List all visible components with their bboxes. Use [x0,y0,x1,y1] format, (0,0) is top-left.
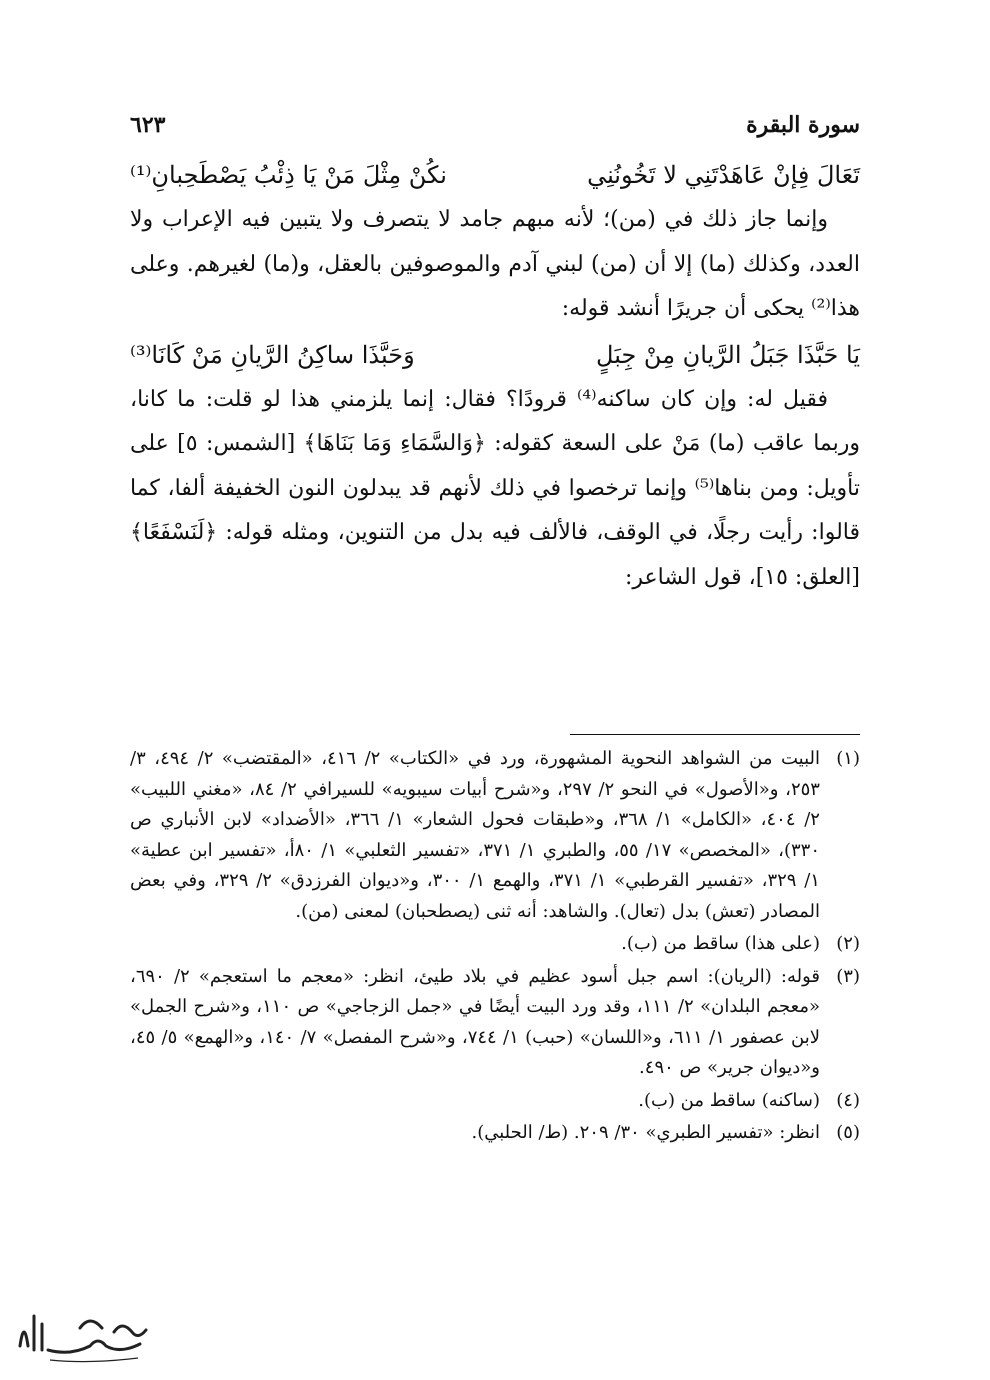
footnote-text: البيت من الشواهد النحوية المشهورة، ورد في «الكتاب» ٢/ ٤١٦، «المقتضب» ٢/ ٤٩٤، ٣/ ٢٥٣، و«الأصول» في النحو ٢/ ٢٩٧، و«شرح أبيات سيبويه» للسيرافي ٢/ ٨٤، «مغني اللبيب» ٢/ ٤٠٤، «الكامل» ١/ ٣٦٨، و«طبقات فحول الشعار» ١/ ٣٦٦، «الأضداد» لابن الأنباري ص ٣٣٠)، «المخصص» ١٧/ ٥٥، والطبري ١/ ٣٧١، «تفسير الثعلبي» ١/ ٨٠أ، «تفسير ابن عطية» ١/ ٣٢٩، «تفسير القرطبي» ١/ ٣٧١، والهمع ١/ ٣٠٠، و«ديوان الفرزدق» ٢/ ٣٢٩، وفي بعض المصادر (تعش) بدل (تعال). والشاهد: أنه ثنى (يصطحبان) لمعنى (من). [130,748,821,922]
footnote-text: (على هذا) ساقط من (ب). [621,933,820,954]
footnote-number: (٥) [836,1122,860,1143]
surah-title: سورة البقرة [746,112,860,138]
footnote-divider [570,734,860,735]
verse-2-hemistich-2: وَحَبَّذَا ساكِنُ الرَّيانِ مَنْ كَانَا⁽³⁾ [130,340,415,369]
footnote-3 [130,962,860,1084]
footnote-text: قوله: (الريان): اسم جبل أسود عظيم في بلاد طيئ، انظر: «معجم ما استعجم» ٢/ ٦٩٠، «معجم البلدان» ٢/ ١١١، وقد ورد البيت أيضًا في «جمل الزجاجي» ص ١١٠، و«شرح الجمل» لابن عصفور ١/ ٦١١، و«اللسان» (حبب) ١/ ٧٤٤، و«شرح المفصل» ٧/ ١٤٠، و«الهمع» ٥/ ٤٥، و«ديوان جرير» ص ٤٩٠. [130,965,820,1078]
verse-1-hemistich-2: نكُنْ مِثْلَ مَنْ يَا ذِئْبُ يَصْطَحِبانِ⁽¹⁾ [130,161,447,189]
footnote-text: (ساكنه) ساقط من (ب). [638,1089,820,1111]
page-number: ٦٢٣ [130,112,166,138]
poetry-verse-1 [130,152,860,198]
footnote-5 [130,1118,860,1149]
main-text [130,152,860,600]
paragraph-1: وإنما جاز ذلك في (من)؛ لأنه مبهم جامد لا يتصرف ولا يتبين فيه الإعراب ولا العدد، وكذلك (ما) إلا أن (من) لبني آدم والموصوفين بالعقل، و(ما) لغيرهم. وعلى هذا⁽²⁾ يحكى أن جريرًا أنشد قوله: [130,207,860,321]
footnote-number: (٢) [836,933,860,954]
footnote-1 [130,744,860,927]
paragraph-2: فقيل له: وإن كان ساكنه⁽⁴⁾ قرودًا؟ فقال: إنما يلزمني هذا لو قلت: ما كانا، وربما عاقب (ما) مَنْ على السعة كقوله: ﴿وَالسَّمَاءِ وَمَا بَنَاهَا﴾ [الشمس: ٥] على تأويل: ومن بناها⁽⁵⁾ وإنما ترخصوا في ذلك لأنهم قد يبدلون النون الخفيفة ألفا، كما قالوا: رأيت رجلًا، في الوقف، فالألف فيه بدل من التنوين، ومثله قوله: ﴿لَنَسْفَعًا﴾ [العلق: ١٥]، قول الشاعر: [130,386,860,590]
poetry-verse-2 [130,332,860,378]
footnote-4 [130,1086,860,1117]
page-header [130,112,860,138]
footnote-number: (١) [836,748,860,769]
footnotes [130,744,860,1151]
verse-2-hemistich-1: يَا حَبَّذَا جَبَلُ الرَّيانِ مِنْ جِبَلٍ [596,340,860,369]
verse-1-hemistich-1: تَعَالَ فِإنْ عَاهَدْتَنِي لا تَخُونُنِي [587,161,860,189]
footnote-number: (٤) [836,1089,860,1111]
footnote-number: (٣) [836,965,860,987]
publisher-seal-logo [10,1306,160,1366]
footnote-2 [130,929,860,960]
footnote-text: انظر: «تفسير الطبري» ٣٠/ ٢٠٩. (ط/ الحلبي). [471,1122,820,1143]
